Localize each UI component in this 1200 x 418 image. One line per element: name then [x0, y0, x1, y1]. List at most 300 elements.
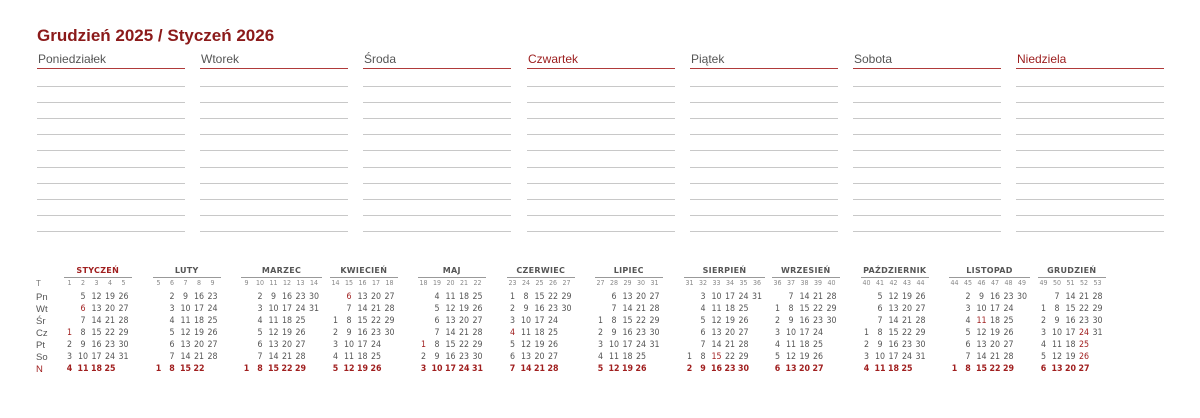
- calendar-day: 10: [1051, 328, 1063, 338]
- calendar-day: 7: [80, 316, 86, 326]
- calendar-day: 31: [915, 352, 926, 362]
- calendar-day: 4: [169, 316, 175, 326]
- calendar-day: 17: [357, 340, 368, 350]
- calendar-day: 1: [1040, 304, 1047, 314]
- month-name: GRUDZIEŃ: [1047, 266, 1097, 275]
- calendar-day: 8: [700, 352, 706, 362]
- week-number: 1: [67, 279, 72, 287]
- calendar-day: 15: [622, 316, 633, 326]
- calendar-day: 25: [370, 352, 382, 362]
- calendar-day: 17: [724, 292, 736, 302]
- calendar-day: 9: [523, 304, 529, 314]
- calendar-day: 20: [281, 340, 293, 350]
- calendar-day: 10: [608, 340, 620, 350]
- calendar-day: 20: [458, 316, 470, 326]
- writing-line: [200, 167, 348, 168]
- writing-line: [853, 150, 1001, 151]
- week-number: 13: [296, 279, 305, 287]
- calendar-day: 28: [118, 316, 129, 326]
- calendar-day: 18: [281, 316, 293, 326]
- calendar-day: 13: [445, 316, 456, 326]
- week-number: 18: [419, 279, 428, 287]
- calendar-day: 6: [434, 316, 440, 326]
- week-number: 44: [916, 279, 925, 287]
- calendar-day: 22: [193, 364, 205, 374]
- writing-line: [853, 167, 1001, 168]
- day-header: Poniedziałek: [37, 51, 185, 69]
- week-number: 48: [1004, 279, 1013, 287]
- mini-calendar: [861, 262, 929, 382]
- calendar-day: 13: [622, 292, 633, 302]
- calendar-day: 5: [700, 316, 706, 326]
- calendar-day: 23: [1003, 292, 1014, 302]
- writing-line: [527, 231, 675, 232]
- calendar-day: 21: [458, 328, 470, 338]
- calendar-day: 23: [1078, 316, 1090, 326]
- writing-line: [527, 86, 675, 87]
- calendar-day: 28: [1092, 292, 1103, 302]
- calendar-day: 15: [268, 364, 280, 374]
- month-name: STYCZEŃ: [76, 266, 120, 275]
- calendar-day: 12: [180, 328, 191, 338]
- calendar-day: 10: [77, 352, 89, 362]
- calendar-day: 27: [1078, 364, 1090, 374]
- calendar-day: 29: [561, 292, 572, 302]
- calendar-day: 29: [915, 328, 926, 338]
- week-number: 14: [309, 279, 318, 287]
- calendar-day: 31: [308, 304, 320, 314]
- calendar-day: 25: [1078, 340, 1090, 350]
- writing-line: [37, 86, 185, 87]
- writing-line: [37, 167, 185, 168]
- calendar-day: 24: [1078, 328, 1090, 338]
- calendar-day: 10: [268, 304, 279, 314]
- week-number: 18: [385, 279, 394, 287]
- calendar-day: 6: [346, 292, 352, 302]
- calendar-day: 4: [509, 328, 516, 338]
- month-name: KWIECIEŃ: [340, 266, 388, 275]
- calendar-day: 26: [207, 328, 218, 338]
- calendar-day: 3: [332, 340, 339, 350]
- calendar-day: 5: [434, 304, 440, 314]
- day-column: [853, 51, 1001, 251]
- day-header: Czwartek: [527, 51, 675, 69]
- calendar-day: 30: [1092, 316, 1103, 326]
- writing-line: [200, 215, 348, 216]
- calendar-day: 6: [257, 340, 263, 350]
- calendar-day: 15: [180, 364, 192, 374]
- calendar-day: 13: [180, 340, 191, 350]
- calendar-day: 11: [180, 316, 191, 326]
- calendar-day: 25: [635, 352, 647, 362]
- calendar-day: 11: [976, 316, 987, 326]
- calendar-day: 20: [635, 292, 647, 302]
- calendar-day: 9: [346, 328, 352, 338]
- day-column: [1016, 51, 1164, 251]
- calendar-day: 5: [965, 328, 971, 338]
- week-number: 40: [862, 279, 871, 287]
- week-number: 21: [459, 279, 468, 287]
- calendar-day: 16: [888, 340, 899, 350]
- calendar-day: 25: [1003, 316, 1014, 326]
- writing-line: [1016, 118, 1164, 119]
- week-number: 9: [244, 279, 249, 287]
- week-number: 5: [121, 279, 126, 287]
- calendar-day: 14: [711, 340, 722, 350]
- calendar-day: 5: [774, 352, 781, 362]
- calendar-day: 28: [738, 340, 749, 350]
- calendar-day: 25: [901, 364, 913, 374]
- writing-line: [690, 86, 838, 87]
- writing-line: [690, 183, 838, 184]
- month-underline: [949, 277, 1030, 278]
- week-number: 42: [889, 279, 898, 287]
- writing-line: [853, 86, 1001, 87]
- calendar-day: 24: [207, 304, 218, 314]
- calendar-day: 3: [1040, 328, 1047, 338]
- week-number: 31: [685, 279, 694, 287]
- month-name: MARZEC: [261, 266, 302, 275]
- month-underline: [418, 277, 486, 278]
- calendar-day: 6: [877, 304, 883, 314]
- calendar-day: 12: [343, 364, 355, 374]
- calendar-day: 15: [711, 352, 722, 362]
- week-number: 29: [623, 279, 632, 287]
- calendar-day: 30: [384, 328, 395, 338]
- weekday-label: Pn: [36, 292, 48, 303]
- calendar-day: 13: [357, 292, 368, 302]
- calendar-day: 21: [104, 316, 116, 326]
- calendar-day: 3: [597, 340, 604, 350]
- calendar-day: 31: [1092, 328, 1103, 338]
- calendar-day: 2: [686, 364, 693, 374]
- calendar-day: 12: [268, 328, 279, 338]
- calendar-day: 17: [193, 304, 205, 314]
- week-number: 9: [210, 279, 215, 287]
- calendar-day: 1: [243, 364, 250, 374]
- calendar-day: 3: [169, 304, 175, 314]
- calendar-day: 26: [812, 352, 824, 362]
- calendar-day: 20: [724, 328, 736, 338]
- mini-calendar: [684, 262, 765, 382]
- calendar-day: 23: [724, 364, 736, 374]
- weekday-label: So: [36, 352, 48, 363]
- week-number: 47: [990, 279, 999, 287]
- calendar-day: 12: [520, 340, 532, 350]
- month-underline: [684, 277, 765, 278]
- calendar-day: 7: [257, 352, 263, 362]
- calendar-day: 7: [611, 304, 617, 314]
- calendar-day: 29: [826, 304, 837, 314]
- calendar-day: 8: [611, 316, 617, 326]
- calendar-day: 22: [547, 292, 559, 302]
- mini-calendar: [64, 262, 132, 382]
- calendar-day: 29: [118, 328, 129, 338]
- calendar-day: 12: [888, 292, 899, 302]
- calendar-day: 20: [104, 304, 116, 314]
- calendar-day: 30: [1016, 292, 1028, 302]
- calendar-day: 6: [509, 352, 516, 362]
- calendar-day: 15: [976, 364, 988, 374]
- day-column: [527, 51, 675, 251]
- calendar-day: 6: [774, 364, 781, 374]
- week-number: 37: [786, 279, 795, 287]
- calendar-day: 26: [118, 292, 129, 302]
- week-number: 10: [255, 279, 264, 287]
- calendar-day: 4: [332, 352, 339, 362]
- calendar-day: 14: [91, 316, 102, 326]
- calendar-day: 26: [547, 340, 559, 350]
- calendar-day: 17: [1065, 328, 1076, 338]
- day-header: Piątek: [690, 51, 838, 69]
- week-number: 24: [521, 279, 530, 287]
- calendar-day: 5: [169, 328, 175, 338]
- calendar-day: 30: [649, 328, 660, 338]
- calendar-day: 18: [193, 316, 205, 326]
- writing-line: [1016, 167, 1164, 168]
- week-number: 22: [473, 279, 482, 287]
- week-number: 32: [698, 279, 707, 287]
- calendar-day: 7: [509, 364, 516, 374]
- month-name: MAJ: [442, 266, 461, 275]
- calendar-day: 28: [547, 364, 559, 374]
- calendar-day: 10: [180, 304, 191, 314]
- writing-line: [853, 134, 1001, 135]
- calendar-day: 21: [635, 304, 647, 314]
- calendar-day: 2: [332, 328, 339, 338]
- calendar-day: 23: [104, 340, 116, 350]
- writing-line: [200, 118, 348, 119]
- calendar-day: 28: [915, 316, 926, 326]
- writing-line: [37, 215, 185, 216]
- writing-line: [37, 102, 185, 103]
- calendar-day: 3: [965, 304, 971, 314]
- writing-line: [37, 134, 185, 135]
- writing-line: [527, 167, 675, 168]
- calendar-day: 24: [547, 316, 559, 326]
- week-number: 4: [107, 279, 112, 287]
- week-number: 16: [358, 279, 367, 287]
- calendar-day: 19: [357, 364, 369, 374]
- calendar-day: 23: [812, 316, 824, 326]
- week-number: 27: [562, 279, 571, 287]
- month-underline: [241, 277, 322, 278]
- calendar-day: 22: [989, 364, 1001, 374]
- writing-line: [690, 118, 838, 119]
- calendar-day: 27: [649, 292, 660, 302]
- calendar-day: 27: [738, 328, 749, 338]
- calendar-day: 21: [989, 352, 1001, 362]
- writing-line: [527, 118, 675, 119]
- week-number: 53: [1093, 279, 1102, 287]
- calendar-day: 8: [257, 364, 263, 374]
- calendar-day: 13: [785, 364, 797, 374]
- calendar-day: 31: [118, 352, 129, 362]
- calendar-day: 26: [915, 292, 926, 302]
- calendar-day: 11: [445, 292, 456, 302]
- calendar-day: 8: [523, 292, 529, 302]
- month-underline: [772, 277, 840, 278]
- calendar-day: 16: [989, 292, 1001, 302]
- calendar-day: 11: [343, 352, 355, 362]
- calendar-day: 26: [738, 316, 749, 326]
- calendar-day: 26: [1078, 352, 1090, 362]
- writing-line: [363, 102, 511, 103]
- calendar-day: 14: [799, 292, 810, 302]
- week-number: 35: [739, 279, 748, 287]
- month-underline: [153, 277, 221, 278]
- calendar-day: 6: [611, 292, 617, 302]
- week-number: 33: [712, 279, 721, 287]
- calendar-day: 14: [622, 304, 633, 314]
- calendar-day: 23: [295, 292, 306, 302]
- day-header: Sobota: [853, 51, 1001, 69]
- calendar-day: 15: [799, 304, 810, 314]
- week-number: 31: [650, 279, 659, 287]
- calendar-day: 4: [434, 292, 440, 302]
- calendar-day: 19: [281, 328, 293, 338]
- calendar-day: 13: [520, 352, 532, 362]
- writing-line: [200, 102, 348, 103]
- writing-line: [37, 199, 185, 200]
- calendar-day: 22: [281, 364, 293, 374]
- calendar-day: 9: [978, 292, 985, 302]
- calendar-day: 13: [888, 304, 899, 314]
- month-name: SIERPIEŃ: [702, 266, 747, 275]
- week-number: 20: [446, 279, 455, 287]
- writing-line: [1016, 183, 1164, 184]
- calendar-day: 11: [608, 352, 620, 362]
- calendar-day: 13: [91, 304, 102, 314]
- calendar-day: 16: [799, 316, 810, 326]
- calendar-day: 30: [738, 364, 750, 374]
- week-number: 43: [902, 279, 911, 287]
- day-column: [200, 51, 348, 251]
- calendar-day: 29: [1003, 364, 1015, 374]
- week-number: 15: [344, 279, 353, 287]
- calendar-day: 21: [1078, 292, 1090, 302]
- calendar-day: 15: [888, 328, 899, 338]
- calendar-day: 24: [738, 292, 749, 302]
- calendar-day: 28: [384, 304, 395, 314]
- calendar-day: 4: [597, 352, 604, 362]
- calendar-day: 3: [700, 292, 706, 302]
- calendar-day: 3: [863, 352, 870, 362]
- calendar-day: 5: [257, 328, 263, 338]
- page-title: Grudzień 2025 / Styczeń 2026: [37, 26, 275, 45]
- calendar-day: 20: [193, 340, 205, 350]
- calendar-day: 1: [66, 328, 73, 338]
- week-number: 30: [636, 279, 645, 287]
- mini-calendar: [595, 262, 663, 382]
- writing-line: [363, 215, 511, 216]
- calendar-day: 6: [700, 328, 706, 338]
- calendar-day: 3: [420, 364, 427, 374]
- calendar-day: 21: [534, 364, 546, 374]
- calendar-day: 24: [104, 352, 116, 362]
- calendar-day: 2: [66, 340, 73, 350]
- calendar-day: 28: [826, 292, 837, 302]
- calendar-day: 5: [332, 364, 339, 374]
- calendar-day: 19: [458, 304, 470, 314]
- writing-line: [200, 231, 348, 232]
- calendar-day: 14: [180, 352, 191, 362]
- calendar-day: 30: [472, 352, 483, 362]
- calendar-day: 8: [877, 328, 883, 338]
- calendar-day: 10: [785, 328, 797, 338]
- calendar-day: 6: [80, 304, 86, 314]
- writing-line: [363, 167, 511, 168]
- month-name: PAŹDZIERNIK: [863, 266, 927, 275]
- calendar-day: 2: [597, 328, 604, 338]
- calendar-day: 7: [788, 292, 794, 302]
- writing-line: [690, 134, 838, 135]
- calendar-day: 27: [915, 304, 926, 314]
- calendar-day: 15: [357, 316, 368, 326]
- calendar-day: 22: [458, 340, 470, 350]
- calendar-day: 2: [420, 352, 427, 362]
- calendar-day: 15: [534, 292, 545, 302]
- calendar-day: 16: [91, 340, 102, 350]
- calendar-day: 7: [877, 316, 883, 326]
- calendar-day: 25: [738, 304, 749, 314]
- writing-line: [527, 183, 675, 184]
- calendar-day: 10: [431, 364, 443, 374]
- calendar-day: 18: [724, 304, 736, 314]
- month-name: LIPIEC: [613, 266, 644, 275]
- calendar-day: 28: [1003, 352, 1014, 362]
- day-header: Niedziela: [1016, 51, 1164, 69]
- calendar-day: 27: [472, 316, 483, 326]
- calendar-day: 7: [169, 352, 175, 362]
- calendar-day: 26: [472, 304, 483, 314]
- calendar-day: 24: [458, 364, 470, 374]
- calendar-day: 27: [207, 340, 218, 350]
- week-number: 34: [725, 279, 734, 287]
- week-number: 36: [752, 279, 761, 287]
- month-underline: [1038, 277, 1106, 278]
- calendar-day: 19: [1065, 352, 1076, 362]
- week-number: 45: [963, 279, 972, 287]
- week-number: 17: [371, 279, 380, 287]
- calendar-day: 22: [370, 316, 382, 326]
- writing-line: [690, 215, 838, 216]
- week-number: 51: [1066, 279, 1075, 287]
- calendar-day: 26: [370, 364, 382, 374]
- writing-line: [1016, 102, 1164, 103]
- calendar-day: 11: [268, 316, 279, 326]
- calendar-day: 29: [738, 352, 749, 362]
- calendar-day: 18: [622, 352, 633, 362]
- calendar-day: 28: [649, 304, 660, 314]
- calendar-day: 20: [901, 304, 913, 314]
- calendar-day: 21: [370, 304, 382, 314]
- calendar-day: 23: [547, 304, 559, 314]
- calendar-day: 25: [295, 316, 306, 326]
- calendar-day: 2: [257, 292, 263, 302]
- calendar-day: 8: [169, 364, 175, 374]
- calendar-day: 1: [863, 328, 870, 338]
- calendar-day: 25: [547, 328, 559, 338]
- calendar-day: 15: [91, 328, 102, 338]
- calendar-day: 15: [1065, 304, 1076, 314]
- calendar-day: 19: [799, 352, 810, 362]
- calendar-day: 10: [976, 304, 987, 314]
- calendar-day: 2: [774, 316, 781, 326]
- week-number: 40: [827, 279, 836, 287]
- week-number: 41: [875, 279, 884, 287]
- calendar-day: 12: [785, 352, 797, 362]
